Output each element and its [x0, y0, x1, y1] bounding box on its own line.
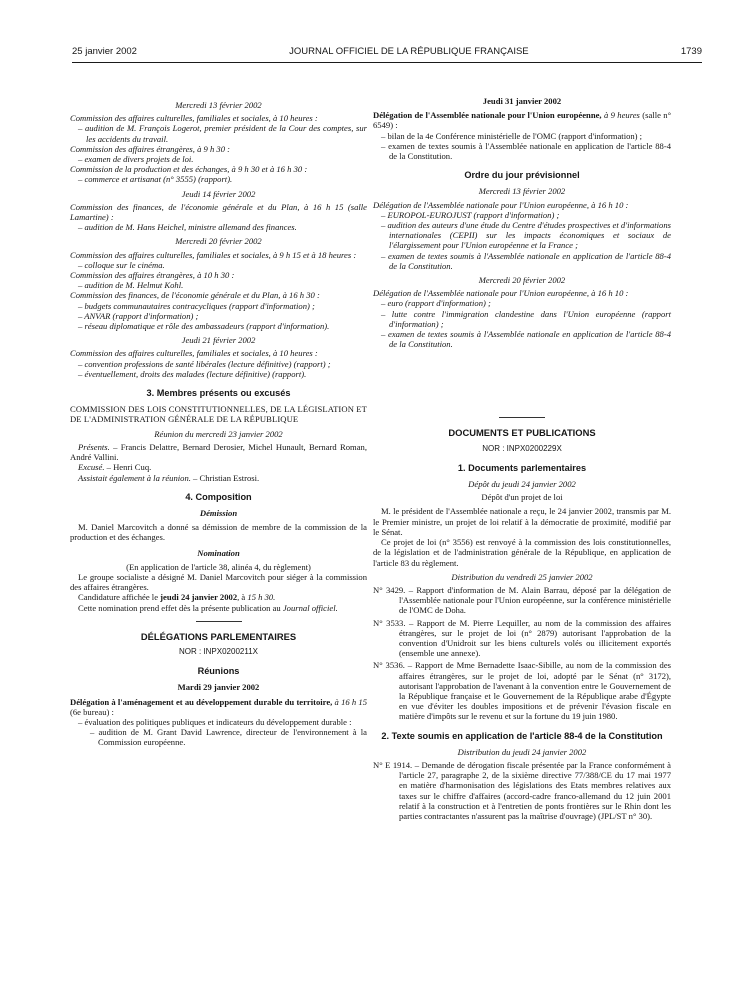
also-names: – Christian Estrosi. [190, 472, 260, 483]
regulation-reference: (En application de l'article 38, alinéa 4, du règlement) [126, 561, 311, 572]
date-heading: Mercredi 20 février 2002 [478, 275, 566, 286]
subsection-title: Démission [199, 507, 238, 518]
delegation-name: Délégation à l'aménagement et au développement durable du territoire, [70, 696, 333, 707]
candidature-sep: , à [237, 592, 248, 603]
agenda-item: – budgets communautaires contracycliques (rapport d'information) ; [78, 300, 315, 311]
section-title: Réunions [197, 666, 240, 677]
agenda-subitem: – audition de M. Grant David Lawrence, directeur de l'environnement à la Commission européenne. [90, 727, 367, 748]
commission-line: Commission des affaires culturelles, familiales et sociales, à 9 h 15 et à 18 heures : [70, 249, 357, 260]
delegation-name: Délégation de l'Assemblée nationale pour l'Union européenne, [373, 110, 602, 121]
header-title: JOURNAL OFFICIEL DE LA RÉPUBLIQUE FRANÇAISE [289, 46, 529, 57]
agenda-item: – réseau diplomatique et rôle des ambassadeurs (rapport d'information). [78, 321, 330, 332]
major-section-title: DÉLÉGATIONS PARLEMENTAIRES [140, 630, 297, 642]
header-page-number: 1739 [680, 46, 702, 57]
section-title: 1. Documents parlementaires [457, 462, 587, 473]
meeting-date: Mardi 29 janvier 2002 [177, 682, 260, 693]
header-date: 25 janvier 2002 [72, 46, 137, 57]
commission-line: Commission des affaires culturelles, familiales et sociales, à 10 heures : [70, 348, 318, 359]
section-title: Ordre du jour prévisionnel [464, 170, 580, 181]
paragraph: M. Daniel Marcovitch a donné sa démission de membre de la commission de la production et des échanges. [70, 522, 367, 543]
meeting-date: Réunion du mercredi 23 janvier 2002 [154, 428, 283, 439]
paragraph: M. le président de l'Assemblée nationale a reçu, le 24 janvier 2002, transmis par M. le Premier ministre, un projet de loi relatif à la démocratie de proximité, modifié par le Sénat. [373, 506, 671, 537]
attendance-also [70, 473, 367, 483]
date-heading: Jeudi 14 février 2002 [181, 188, 256, 199]
paragraph: Ce projet de loi (n° 3556) est renvoyé à la commission des lois constitutionnelles, de la législation et de l'administration générale de la République, en application de l'article 83 du règlement. [373, 537, 671, 568]
deposit-date: Dépôt du jeudi 24 janvier 2002 [468, 479, 576, 490]
agenda-item: – EUROPOL-EUROJUST (rapport d'information) ; [381, 209, 560, 220]
subsection-title: Nomination [197, 547, 240, 558]
agenda-item: – examen de textes soumis à l'Assemblée nationale en application de l'article 88-4 de la Constitution. [381, 329, 671, 350]
attendance-excused [70, 462, 367, 472]
agenda-item: – examen de textes soumis à l'Assemblée nationale en application de l'article 88-4 de la Constitution. [381, 250, 671, 271]
candidature-line [70, 592, 367, 602]
meeting-date: Jeudi 31 janvier 2002 [482, 96, 562, 106]
divider [499, 417, 545, 418]
agenda-item: – bilan de la 4e Conférence ministérielle de l'OMC (rapport d'information) ; [381, 130, 643, 141]
document-entry: N° 3536. – Rapport de Mme Bernadette Isaac-Sibille, au nom de la commission des affaires étrangères, sur le projet de loi, adopté par le Sénat (n° 3172), autorisant l'approbation de l'avenant à la convention entre le Gouvernement de la République française et le Gouvernement de la République arabe d'Égypte en vue d'éviter les doubles impositions et de prévenir l'évasion fiscale en matière d'impôts sur le revenu et sur la fortune du 19 juin 1980. [373, 660, 671, 722]
section-title: 3. Membres présents ou excusés [146, 388, 291, 399]
attendance-present [70, 442, 367, 462]
effect-line [70, 603, 367, 613]
deposit-title: Dépôt d'un projet de loi [481, 492, 563, 503]
delegation-room: (6e bureau) : [70, 706, 114, 717]
agenda-item: – examen de textes soumis à l'Assemblée nationale en application de l'article 88-4 de la Constitution. [381, 140, 671, 162]
delegation-time: à 9 heures [601, 110, 643, 121]
agenda-item: – audition des auteurs d'une étude du Centre d'études prospectives et d'informations internationales (CEPII) sur les impacts économiques et sociaux de l'élargissement pour l'Union européenne et la France ; [381, 220, 671, 251]
candidature-text: Candidature affichée le [78, 592, 161, 603]
agenda-item: – éventuellement, droits des malades (lecture définitive) (rapport). [78, 368, 307, 379]
agenda-item: – convention professions de santé libérales (lecture définitive) (rapport) ; [78, 358, 331, 369]
running-header [72, 46, 702, 63]
divider [196, 621, 242, 622]
spacer [373, 349, 671, 409]
document-entry: N° E 1914. – Demande de dérogation fiscale présentée par la France conformément à l'article 27, paragraphe 2, de la sixième directive 77/388/CE du 17 mai 1977 en matière d'harmonisation des législations des Etats membres relatives aux taxes sur le chiffre d'affaires (accord-cadre franco-allemand du 12 juin 2001 relatif à la construction et à l'entretien de ponts frontières sur le Rhin dont les parties contractantes n'assurent pas la maîtrise d'ouvrage) (JPL/ST n° 30). [373, 759, 671, 821]
agenda-item: – audition de M. Helmut Kohl. [78, 280, 184, 291]
present-names: – Francis Delattre, Bernard Derosier, Michel Hunault, Bernard Roman, André Vallini. [70, 441, 367, 463]
present-label: Présents. [78, 441, 110, 452]
agenda-item: – ANVAR (rapport d'information) ; [78, 310, 199, 321]
date-heading: Jeudi 21 février 2002 [181, 335, 256, 346]
excused-label: Excusé. [78, 462, 105, 473]
delegation-room: (salle n° 6549) : [373, 110, 672, 131]
agenda-item: – commerce et artisanat (n° 3555) (rapport). [78, 174, 233, 185]
delegation-line: Délégation de l'Assemblée nationale pour l'Union européenne, à 16 h 10 : [373, 288, 629, 299]
section-title: 4. Composition [185, 491, 252, 502]
excused-names: – Henri Cuq. [104, 462, 152, 473]
paragraph: Le groupe socialiste a désigné M. Daniel Marcovitch pour siéger à la commission des affaires étrangères. [70, 571, 367, 593]
agenda-item: – audition de M. François Logerot, premier président de la Cour des comptes, sur les accidents du travail. [78, 123, 367, 144]
right-column [373, 96, 671, 823]
effect-journal: Journal officiel. [282, 602, 338, 613]
commission-line: Commission des finances, de l'économie générale et du Plan, à 16 h 30 : [70, 290, 320, 301]
effect-text: Cette nomination prend effet dès la présente publication au [78, 602, 283, 613]
commission-name: COMMISSION DES LOIS CONSTITUTIONNELLES, DE LA LÉGISLATION ET DE L'ADMINISTRATION GÉNÉRALE DE LA RÉPUBLIQUE [70, 404, 367, 425]
delegation-line [373, 110, 671, 130]
commission-line: Commission des affaires étrangères, à 9 h 30 : [70, 143, 231, 154]
delegation-line [70, 697, 367, 717]
agenda-item: – colloque sur le cinéma. [78, 259, 165, 270]
delegation-time: à 16 h 15 [332, 696, 367, 707]
commission-line: Commission des affaires étrangères, à 10 h 30 : [70, 270, 235, 281]
date-heading: Mercredi 13 février 2002 [175, 100, 262, 110]
agenda-item: – examen de divers projets de loi. [78, 154, 194, 165]
agenda-item: – audition de M. Hans Heichel, ministre allemand des finances. [78, 222, 297, 233]
nor-reference: NOR : INPX0200211X [178, 646, 258, 656]
candidature-time: 15 h 30. [247, 592, 276, 603]
section-title: 2. Texte soumis en application de l'article 88-4 de la Constitution [381, 730, 663, 741]
nor-reference: NOR : INPX0200229X [482, 443, 562, 453]
also-label: Assistait également à la réunion. [78, 472, 191, 483]
major-section-title: DOCUMENTS ET PUBLICATIONS [448, 427, 596, 439]
agenda-item: – euro (rapport d'information) ; [381, 298, 491, 309]
date-heading: Mercredi 20 février 2002 [175, 236, 262, 247]
left-column [70, 96, 367, 748]
agenda-item: – lutte contre l'immigration clandestine dans l'Union européenne (rapport d'information) ; [381, 308, 671, 329]
candidature-date: jeudi 24 janvier 2002 [160, 592, 238, 603]
agenda-item: – évaluation des politiques publiques et indicateurs du développement durable : [78, 716, 352, 727]
document-entry: N° 3533. – Rapport de M. Pierre Lequiller, au nom de la commission des affaires étrangères, sur le projet de loi (n° 2879) autorisant l'approbation de la convention d'Unidroit sur les biens culturels volés ou illicitement exportés (ensemble une annexe). [373, 617, 671, 659]
delegation-line: Délégation de l'Assemblée nationale pour l'Union européenne, à 16 h 10 : [373, 199, 629, 210]
commission-line: Commission de la production et des échanges, à 9 h 30 et à 16 h 30 : [70, 164, 308, 175]
document-entry: N° 3429. – Rapport d'information de M. Alain Barrau, déposé par la délégation de l'Assemblée nationale pour l'Union européenne, sur la conférence ministérielle de l'OMC de Doha. [373, 584, 671, 616]
distribution-date: Distribution du jeudi 24 janvier 2002 [457, 746, 587, 757]
distribution-date: Distribution du vendredi 25 janvier 2002 [451, 571, 593, 582]
date-heading: Mercredi 13 février 2002 [478, 186, 566, 197]
commission-line: Commission des finances, de l'économie générale et du Plan, à 16 h 15 (salle Lamartine) : [70, 201, 367, 223]
commission-line: Commission des affaires culturelles, familiales et sociales, à 10 heures : [70, 113, 318, 124]
